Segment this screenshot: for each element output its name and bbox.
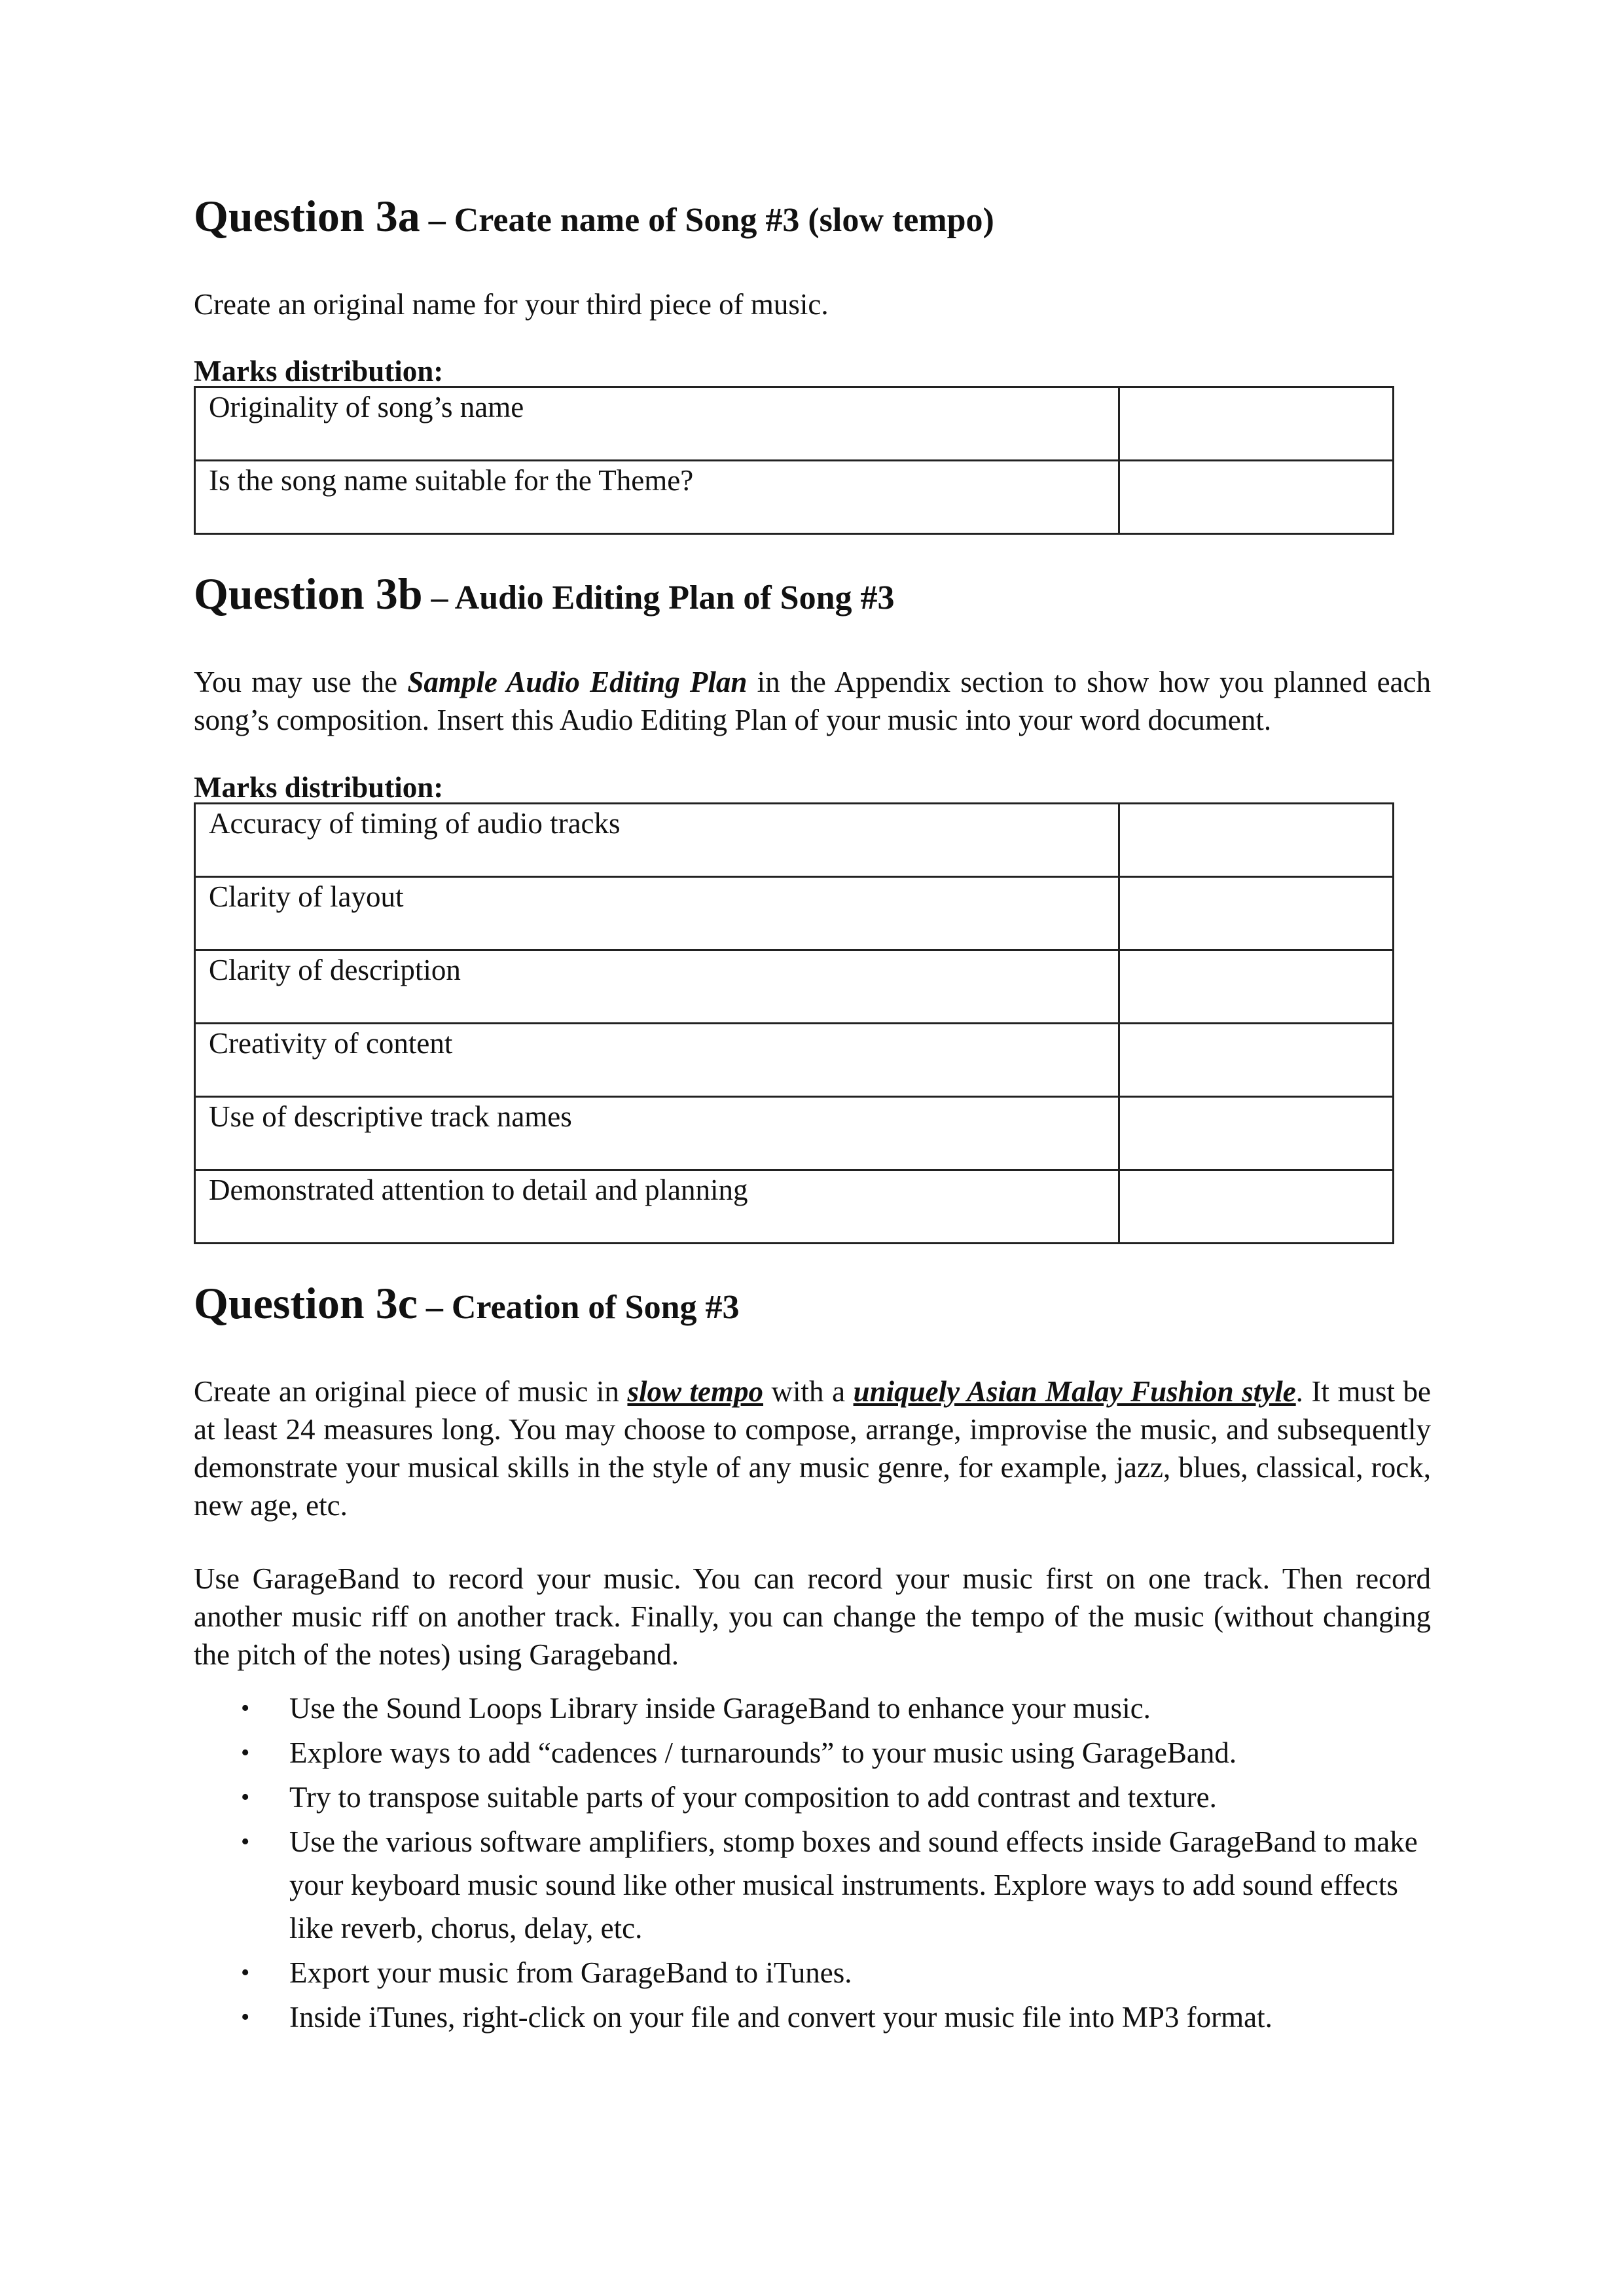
q3c-heading [194,1277,1431,1340]
bullet-icon: • [241,1695,250,1722]
score-cell[interactable] [1119,1024,1393,1097]
q3b-intro-text: in the Appendix section to show how you planned each song’s composition. Insert this Audio Editing Plan of your music into your word document. [194,666,1431,736]
score-cell[interactable] [1119,950,1393,1024]
score-cell[interactable] [1119,1097,1393,1170]
q3c-text: Create an original piece of music in [194,1375,628,1408]
q3c-bullet-list [194,1687,1431,2039]
q3b-intro [194,663,1431,739]
q3b-marks-table [194,802,1394,1244]
list-item-text: Export your music from GarageBand to iTunes. [289,1956,852,1989]
q3a-intro: Create an original name for your third piece of music. [194,288,829,321]
list-item-text: Inside iTunes, right-click on your file and convert your music file into MP3 format. [289,2001,1272,2034]
q3b-number: Question 3b [194,569,423,619]
q3a-marks-table [194,386,1394,535]
bullet-icon: • [241,1828,250,1856]
table-row [195,804,1394,877]
criterion-cell: Creativity of content [195,1024,1119,1097]
q3a-number: Question 3a [194,191,420,241]
table-row [195,1024,1394,1097]
slow-tempo-emphasis: slow tempo [627,1375,764,1408]
q3b-marks-label: Marks distribution: [194,771,444,804]
q3c-text: with a [763,1375,854,1408]
table-row [195,950,1394,1024]
list-item [194,1687,1431,1730]
table-row [195,461,1394,534]
criterion-cell: Originality of song’s name [195,387,1119,461]
bullet-icon: • [241,1959,250,1986]
q3c-paragraph-1 [194,1372,1431,1524]
score-cell[interactable] [1119,804,1393,877]
score-cell[interactable] [1119,1170,1393,1244]
list-item-text: Explore ways to add “cadences / turnarounds” to your music using GarageBand. [289,1736,1237,1769]
criterion-cell: Clarity of description [195,950,1119,1024]
style-emphasis: uniquely Asian Malay Fushion style [853,1375,1296,1408]
score-cell[interactable] [1119,877,1393,950]
q3b-title: – Audio Editing Plan of Song #3 [422,579,895,617]
list-item-text: Try to transpose suitable parts of your composition to add contrast and texture. [289,1781,1217,1814]
list-item-text: Use the Sound Loops Library inside GarageBand to enhance your music. [289,1692,1151,1725]
q3b-heading [194,567,1431,630]
list-item [194,1731,1431,1774]
list-item [194,1776,1431,1819]
list-item [194,1996,1431,2039]
criterion-cell: Demonstrated attention to detail and planning [195,1170,1119,1244]
q3b-intro-text: You may use the [194,666,408,698]
q3a-title: – Create name of Song #3 (slow tempo) [420,202,994,239]
bullet-icon: • [241,1784,250,1811]
list-item [194,1820,1431,1950]
score-cell[interactable] [1119,387,1393,461]
table-row [195,1170,1394,1244]
table-row [195,387,1394,461]
criterion-cell: Clarity of layout [195,877,1119,950]
q3a-marks-label: Marks distribution: [194,355,444,387]
sample-audio-editing-plan-emphasis: Sample Audio Editing Plan [407,666,748,698]
criterion-cell: Use of descriptive track names [195,1097,1119,1170]
q3c-paragraph-2: Use GarageBand to record your music. You can record your music first on one track. Then record another music riff on another track. Finally, you can change the tempo of the music (without changing the pitch of the notes) using Garageband. [194,1562,1431,1671]
list-item [194,1951,1431,1994]
table-row [195,877,1394,950]
score-cell[interactable] [1119,461,1393,534]
q3c-title: – Creation of Song #3 [417,1289,740,1326]
list-item-text: Use the various software amplifiers, stomp boxes and sound effects inside GarageBand to make your keyboard music sound like other musical instruments. Explore ways to add sound effects like reverb, chorus, delay, etc. [289,1825,1418,1945]
q3a-heading [194,190,1431,253]
bullet-icon: • [241,2003,250,2031]
bullet-icon: • [241,1739,250,1767]
criterion-cell: Accuracy of timing of audio tracks [195,804,1119,877]
page-content [194,190,1431,2040]
table-row [195,1097,1394,1170]
q3c-number: Question 3c [194,1278,418,1328]
q3c-text: . It must be at least 24 measures long. You may choose to compose, arrange, improvise the music, and subsequently demonstrate your musical skills in the style of any music genre, for example, jazz, blues, classical, rock, new age, etc. [194,1375,1431,1522]
criterion-cell: Is the song name suitable for the Theme? [195,461,1119,534]
